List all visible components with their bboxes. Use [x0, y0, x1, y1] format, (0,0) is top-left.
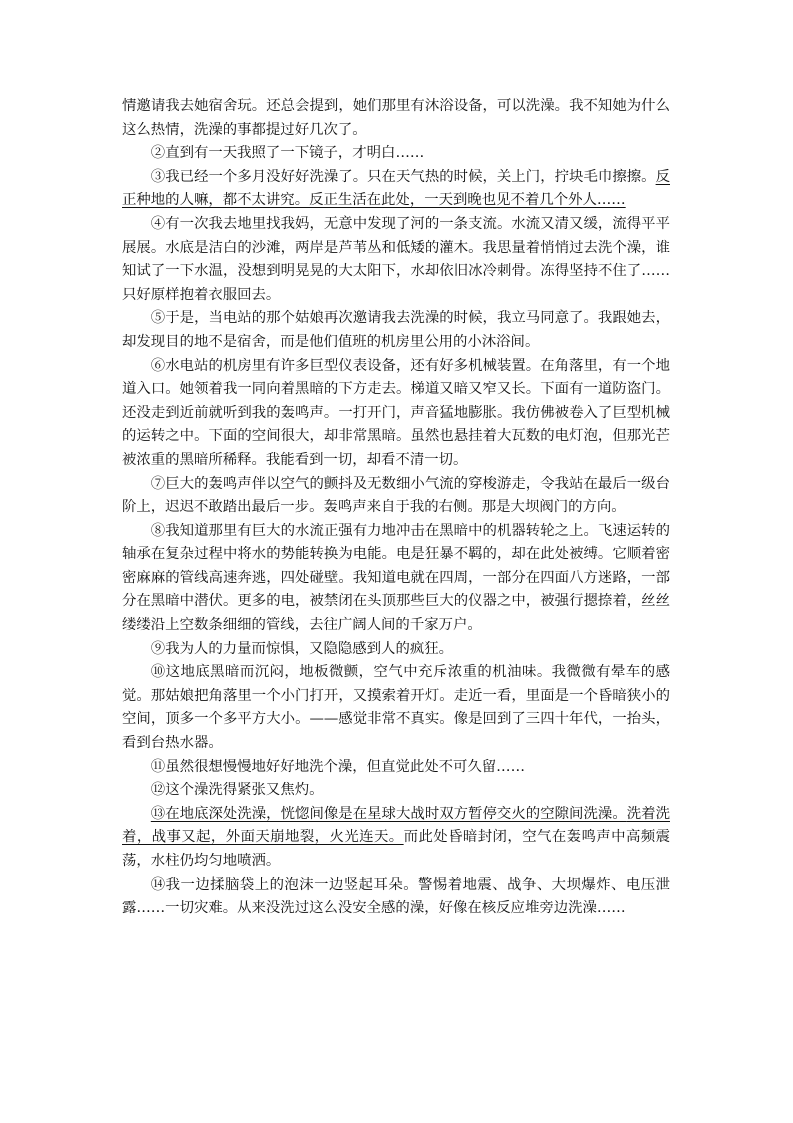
paragraph-7 [122, 473, 670, 520]
text-segment: ⑭我一边揉脑袋上的泡沫一边竖起耳朵。警惕着地震、战争、大坝爆炸、电压泄露……一切灾难。从来没洗过这么没安全感的澡，好像在核反应堆旁边洗澡…… [122, 876, 670, 917]
text-segment: 而此处昏暗封闭，空气在轰鸣声中高频震荡，水柱仍均匀地喷洒。 [122, 829, 670, 869]
paragraph-4 [122, 213, 670, 307]
paragraph-13 [122, 803, 670, 874]
text-segment: ⑫这个澡洗得紧张又焦灼。 [150, 782, 324, 799]
text-segment: ⑧我知道那里有巨大的水流正强有力地冲击在黑暗中的机器转轮之上。飞速运转的轴承在复杂过程中将水的势能转换为电能。电是狂暴不羁的，却在此处被缚。它顺着密密麻麻的管线高速奔逃，四处碰壁。我知道电就在四周，一部分在四面八方迷路，一部分在黑暗中潜伏。更多的电，被禁闭在头顶那些巨大的仪器之中，被强行摁捺着，丝丝缕缕沿上空数条细细的管线，去往广阔人间的千家万户。 [122, 522, 670, 634]
text-segment: ③我已经一个多月没好好洗澡了。只在天气热的时候，关上门，拧块毛巾擦擦。 [150, 168, 656, 185]
paragraph-14 [122, 874, 670, 921]
paragraph-5 [122, 307, 670, 354]
paragraph-8 [122, 520, 670, 638]
text-segment: ⑤于是，当电站的那个姑娘再次邀请我去洗澡的时候，我立马同意了。我跟她去，却发现目的地不是宿舍，而是他们值班的机房里公用的小沐浴间。 [122, 310, 670, 350]
text-segment: ⑨我为人的力量而惊惧，又隐隐感到人的疯狂。 [150, 640, 454, 657]
paragraph-3 [122, 166, 670, 213]
underlined-sentence: 洗着洗着，战事又起，外面天崩地裂，火光连天。 [122, 805, 670, 846]
underlined-sentence: ⑬在地底深处洗澡，恍惚间像是在星球大战时双方暂停交火的空隙间洗澡。 [150, 805, 627, 822]
paragraph-continued [122, 95, 670, 142]
paragraph-11 [122, 756, 670, 780]
paragraph-9 [122, 638, 670, 662]
text-segment: ⑪虽然很想慢慢地好好地洗个澡，但直觉此处不可久留…… [150, 758, 525, 775]
text-segment: ②直到有一天我照了一下镜子，才明白…… [150, 145, 425, 162]
text-segment: 情邀请我去她宿舍玩。还总会提到，她们那里有沐浴设备，可以洗澡。我不知她为什么这么热情，洗澡的事都提过好几次了。 [122, 98, 670, 138]
paragraph-6 [122, 355, 670, 473]
paragraph-2 [122, 142, 670, 166]
article-body [122, 95, 670, 921]
underlined-sentence: 反正种地的人嘛，都不太讲究。反正生活在此处，一天到晚也见不着几个外人…… [122, 168, 670, 209]
text-segment: ⑥水电站的机房里有许多巨型仪表设备，还有好多机械装置。在角落里，有一个地道入口。她领着我一同向着黑暗的下方走去。梯道又暗又窄又长。下面有一道防盗门。还没走到近前就听到我的轰鸣声。一打开门，声音猛地膨胀。我仿佛被卷入了巨型机械的运转之中。下面的空间很大，却非常黑暗。虽然也悬挂着大瓦数的电灯泡，但那光芒被浓重的黑暗所稀释。我能看到一切，却看不清一切。 [122, 357, 670, 468]
text-segment: ④有一次我去地里找我妈，无意中发现了河的一条支流。水流又清又缓，流得平平展展。水底是洁白的沙滩，两岸是芦苇丛和低矮的灌木。我思量着悄悄过去洗个澡，谁知试了一下水温，没想到明晃晃的大太阳下，水却依旧冰冷刺骨。冻得坚持不住了……只好原样抱着衣服回去。 [122, 215, 670, 303]
paragraph-10 [122, 661, 670, 755]
paragraph-12 [122, 779, 670, 803]
text-segment: ⑦巨大的轰鸣声伴以空气的颤抖及无数细小气流的穿梭游走，令我站在最后一级台阶上，迟迟不敢踏出最后一步。轰鸣声来自于我的右侧。那是大坝阀门的方向。 [122, 475, 670, 516]
text-segment: ⑩这地底黑暗而沉闷，地板微颤，空气中充斥浓重的机油味。我微微有晕车的感觉。那姑娘把角落里一个小门打开，又摸索着开灯。走近一看，里面是一个昏暗狭小的空间，顶多一个多平方大小。——感觉非常不真实。像是回到了三四十年代，一抬头，看到台热水器。 [122, 664, 670, 752]
